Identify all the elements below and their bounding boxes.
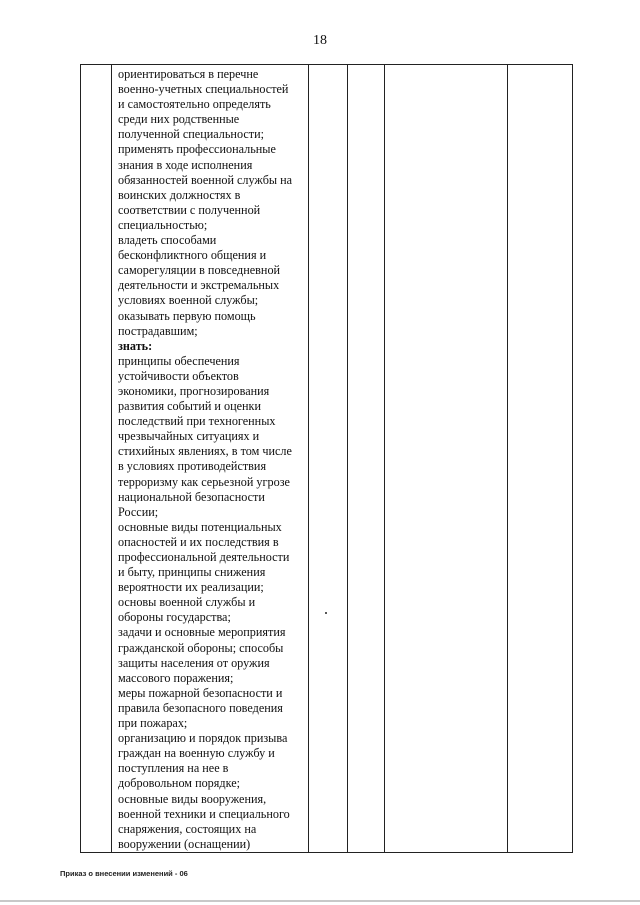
text-line: саморегуляции в повседневной xyxy=(118,263,281,278)
text-line: при пожарах; xyxy=(118,716,188,731)
text-line: добровольном порядке; xyxy=(118,776,240,791)
text-line: поступления на нее в xyxy=(118,761,229,776)
text-line: организацию и порядок призыва xyxy=(118,731,288,746)
text-line: правила безопасного поведения xyxy=(118,700,283,715)
text-line: массового поражения; xyxy=(118,670,234,685)
stray-mark xyxy=(325,612,327,614)
text-line: условиях военной службы; xyxy=(118,293,259,308)
text-line: чрезвычайных ситуациях и xyxy=(118,429,260,444)
codes-cell xyxy=(385,65,508,853)
text-line: основные виды вооружения, xyxy=(118,791,267,806)
text-line: терроризму как серьезной угрозе xyxy=(118,474,290,489)
text-line: применять профессиональные xyxy=(118,142,276,157)
document-footer: Приказ о внесении изменений - 06 xyxy=(60,869,188,878)
text-line: пострадавшим; xyxy=(118,323,198,338)
section-heading: знать: xyxy=(118,338,153,353)
competency-text-cell xyxy=(112,65,309,853)
text-line: опасностей и их последствия в xyxy=(118,534,279,549)
text-line: среди них родственные xyxy=(118,112,240,127)
table-row xyxy=(81,65,573,853)
text-line: последствий при техногенных xyxy=(118,414,276,429)
text-line: устойчивости объектов xyxy=(118,368,239,383)
text-line: полученной специальности; xyxy=(118,127,264,142)
text-line: России; xyxy=(118,504,159,519)
index-cell xyxy=(81,65,112,853)
text-line: меры пожарной безопасности и xyxy=(118,685,283,700)
text-line: военной техники и специального xyxy=(118,806,290,821)
text-line: соответствии с полученной xyxy=(118,202,261,217)
text-line: задачи и основные мероприятия xyxy=(118,625,286,640)
text-line: развития событий и оценки xyxy=(118,399,261,414)
text-line: защиты населения от оружия xyxy=(118,655,270,670)
text-line: деятельности и экстремальных xyxy=(118,278,280,293)
scan-edge-divider xyxy=(0,900,640,902)
text-line: владеть способами xyxy=(118,233,217,248)
text-line: ориентироваться в перечне xyxy=(118,67,259,81)
text-line: гражданской обороны; способы xyxy=(118,640,284,655)
text-line: бесконфликтного общения и xyxy=(118,248,267,263)
page-number: 18 xyxy=(313,33,327,48)
hours-cell xyxy=(309,65,348,853)
text-line: обязанностей военной службы на xyxy=(118,172,293,187)
text-line: национальной безопасности xyxy=(118,489,265,504)
text-line: военно-учетных специальностей xyxy=(118,82,289,97)
text-line: оказывать первую помощь xyxy=(118,308,256,323)
text-line: и быту, принципы снижения xyxy=(118,565,266,580)
text-line: экономики, прогнозирования xyxy=(118,383,270,398)
text-line: воинских должностях в xyxy=(118,187,241,202)
content-table xyxy=(80,64,573,853)
text-line: основные виды потенциальных xyxy=(118,519,282,534)
text-line: в условиях противодействия xyxy=(118,459,267,474)
text-line: профессиональной деятельности xyxy=(118,550,290,564)
text-line: специальностью; xyxy=(118,217,208,232)
text-line: снаряжения, состоящих на xyxy=(118,821,257,836)
text-line: основы военной службы и xyxy=(118,595,256,610)
text-line: граждан на военную службу и xyxy=(118,746,275,761)
text-line: вероятности их реализации; xyxy=(118,580,264,595)
text-line: обороны государства; xyxy=(118,610,231,625)
hours-cell xyxy=(348,65,385,853)
text-line: стихийных явлениях, в том числе xyxy=(118,444,292,459)
text-line: вооружении (оснащении) xyxy=(118,836,251,851)
text-line: знания в ходе исполнения xyxy=(118,157,253,172)
text-line: принципы обеспечения xyxy=(118,353,240,368)
notes-cell xyxy=(508,65,573,853)
text-line: и самостоятельно определять xyxy=(118,97,271,112)
